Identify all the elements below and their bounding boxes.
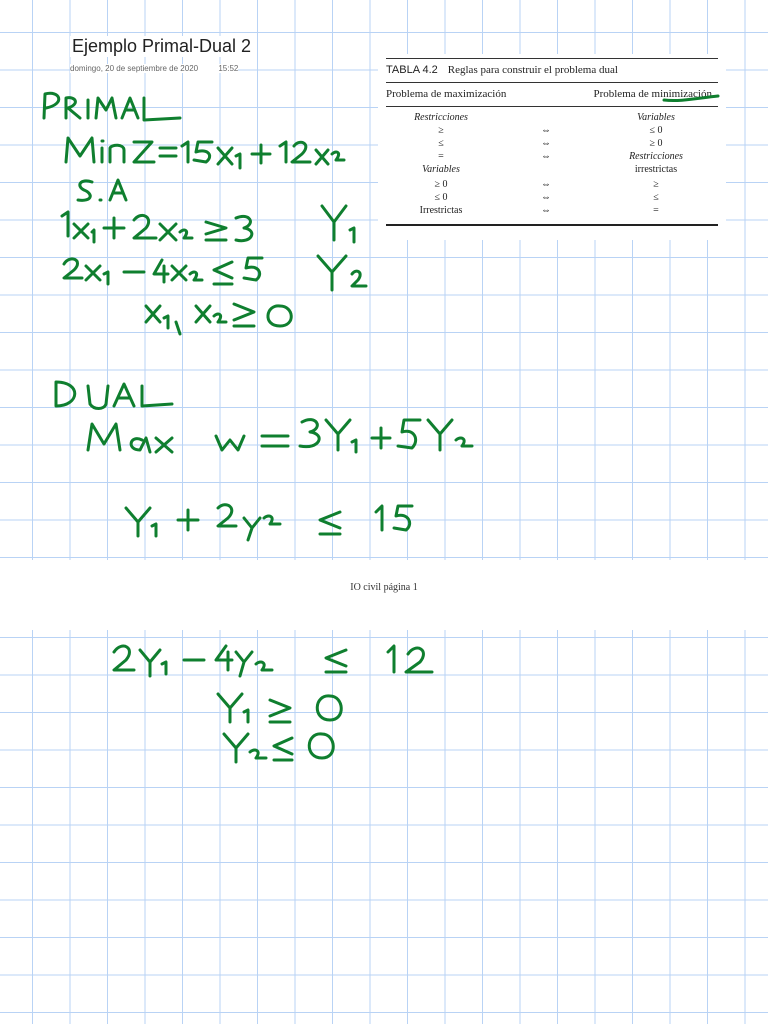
table-cell: ≤ — [653, 192, 659, 203]
table-cell: ≥ — [438, 125, 444, 136]
grid-sheet-bottom — [0, 630, 768, 1024]
page-break — [0, 560, 768, 630]
table-cell: ⇔ — [541, 125, 551, 136]
table-cell: Irrestrictas — [419, 205, 463, 216]
table-cell: ≥ 0 — [649, 138, 663, 149]
table-cell: ≥ 0 — [434, 179, 448, 190]
table-rule — [386, 82, 718, 83]
table-row — [386, 164, 718, 177]
table-row — [386, 205, 718, 218]
table-cell: = — [653, 205, 659, 216]
table-row — [386, 138, 718, 151]
table-row — [386, 112, 718, 125]
table-cell: Variables — [637, 112, 675, 123]
table-cell: ⇔ — [541, 151, 551, 162]
table-cell: ⇔ — [541, 192, 551, 203]
table-row — [386, 192, 718, 205]
table-cell: ≤ — [438, 138, 444, 149]
table-rule — [386, 58, 718, 59]
table-cell: ≤ 0 — [434, 192, 448, 203]
table-cell: ≤ 0 — [649, 125, 663, 136]
table-row — [386, 125, 718, 138]
table-row — [386, 151, 718, 164]
table-rule — [386, 106, 718, 107]
table-caption-text: Reglas para construir el problema dual — [447, 64, 618, 76]
table-header-min: Problema de minimización — [593, 88, 712, 100]
page-footer: IO civil página 1 — [350, 582, 418, 593]
table-cell: Variables — [422, 164, 460, 175]
table-cell: Restricciones — [414, 112, 468, 123]
table-row — [386, 179, 718, 192]
table-cell: ⇔ — [541, 205, 551, 216]
table-header-max: Problema de maximización — [386, 88, 507, 100]
table-rule — [386, 224, 718, 226]
table-label: TABLA 4.2 — [386, 64, 438, 76]
table-caption — [386, 64, 618, 76]
page-date: domingo, 20 de septiembre de 2020 — [70, 64, 199, 73]
page-time: 15:52 — [218, 64, 239, 73]
table-cell: ≥ — [653, 179, 659, 190]
table-cell: irrestrictas — [634, 164, 678, 175]
page-meta — [70, 64, 238, 73]
table-cell: ⇔ — [541, 179, 551, 190]
page-title: Ejemplo Primal-Dual 2 — [72, 36, 252, 56]
table-cell: Restricciones — [629, 151, 683, 162]
table-cell: ⇔ — [541, 138, 551, 149]
table-cell: = — [438, 151, 444, 162]
dual-rules-table — [378, 54, 726, 240]
